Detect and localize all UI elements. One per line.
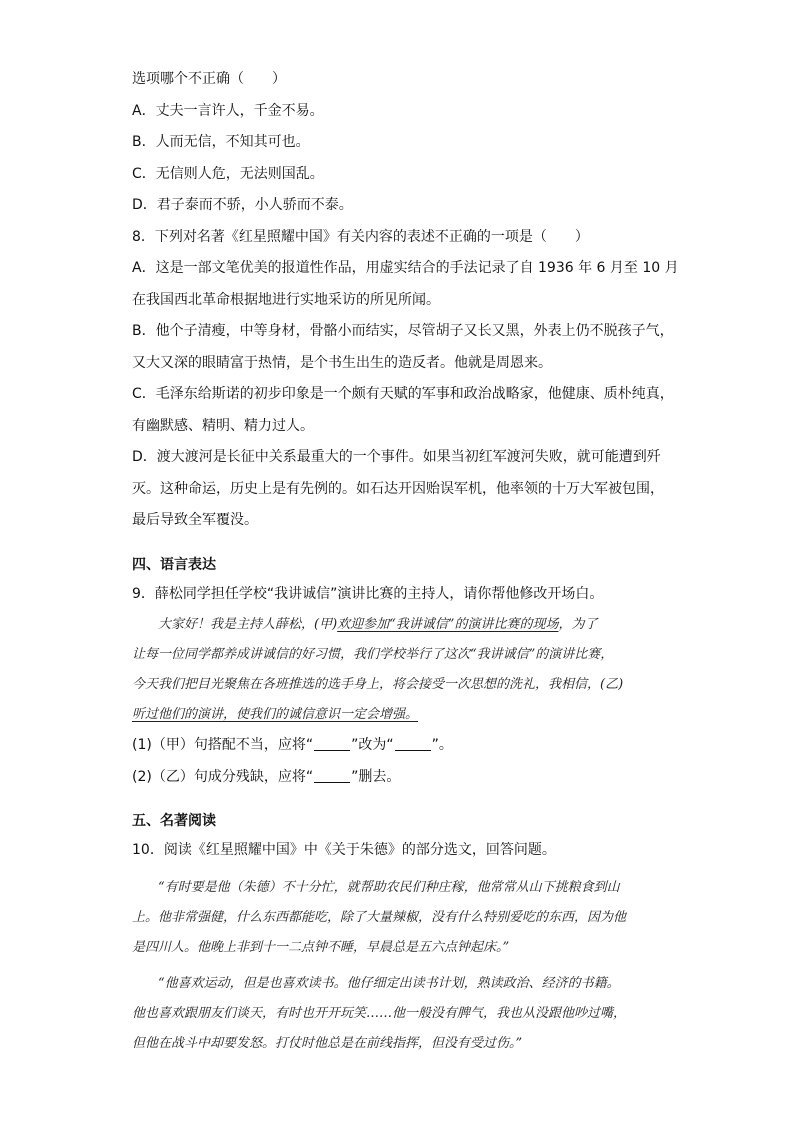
q8-option-c-line1: C．毛泽东给斯诺的初步印象是一个颇有天赋的军事和政治战略家，他健康、质朴纯真， xyxy=(132,386,674,402)
speech-line-3: 今天我们把目光聚焦在各班推选的选手身上，将会接受一次思想的洗礼，我相信，(乙) xyxy=(132,677,624,692)
excerpt-para2-line2: 他也喜欢跟朋友们谈天，有时也开开玩笑……他一般没有脾气，我也从没跟他吵过嘴， xyxy=(132,1005,627,1021)
section-4-heading: 四、语言表达 xyxy=(132,556,216,573)
excerpt-para1-line3: 是四川人。他晚上非到十一二点钟不睡，早晨总是五六点钟起床。” xyxy=(132,939,510,955)
q7-option-b: B．人而无信，不知其可也。 xyxy=(132,134,310,150)
q7-option-c: C．无信则人危，无法则国乱。 xyxy=(132,165,324,182)
q8-option-d-line3: 最后导致全军覆没。 xyxy=(132,512,258,528)
q9-subquestion-1 xyxy=(132,730,694,762)
q8-option-d-line2: 灭。这种命运，历史上是有先例的。如石达开因贻误军机，他率领的十万大军被包围， xyxy=(132,480,664,497)
answer-blank-1[interactable] xyxy=(314,736,350,751)
q9-sub2-text-b: ”删去。 xyxy=(351,768,401,785)
q8-option-c-line2: 有幽默感、精明、精力过人。 xyxy=(132,417,314,434)
q7-option-a: A．丈夫一言许人，千金不易。 xyxy=(132,102,324,119)
q8-option-a-line1: A．这是一部文笔优美的报道性作品，用虚实结合的手法记录了自 1936 年 6 月至 10 月 xyxy=(132,260,679,276)
speech-line-1 xyxy=(132,610,694,640)
excerpt-para1-line1: “有时要是他（朱德）不十分忙，就帮助农民们种庄稼，他常常从山下挑粮食到山 xyxy=(158,879,620,895)
q9-sub1-text-a: (1)（甲）句搭配不当，应将“ xyxy=(132,737,314,753)
q7-option-d: D．君子泰而不骄，小人骄而不泰。 xyxy=(132,197,353,213)
question-8-stem: 8．下列对名著《红星照耀中国》有关内容的表述不正确的一项是（ ） xyxy=(132,228,589,245)
speech-underlined-yi: 听过他们的演讲，使我们的诚信意识一定会增强。 xyxy=(132,707,419,722)
q9-sub1-text-b: ”改为“ xyxy=(351,737,394,753)
speech-line-1-start: 大家好！我是主持人薛松，(甲) xyxy=(158,617,338,632)
speech-line-4 xyxy=(132,700,694,730)
q9-sub1-text-c: ”。 xyxy=(431,737,453,753)
excerpt-para1-line2: 上。他非常强健，什么东西都能吃，除了大量辣椒，没有什么特别爱吃的东西，因为他 xyxy=(132,909,627,925)
q9-sub2-text-a: (2)（乙）句成分残缺，应将“ xyxy=(132,768,314,785)
q8-option-d-line1: D．渡大渡河是长征中关系最重大的一个事件。如果当初红军渡河失败，就可能遭到歼 xyxy=(132,449,661,465)
excerpt-para2-line1: “他喜欢运动，但是也喜欢读书。他仔细定出读书计划，熟读政治、经济的书籍。 xyxy=(158,975,620,991)
section-5-heading: 五、名著阅读 xyxy=(132,813,216,829)
q9-subquestion-2 xyxy=(132,762,694,794)
q8-option-b-line1: B．他个子清瘦，中等身材，骨骼小而结实，尽管胡子又长又黑，外表上仍不脱孩子气， xyxy=(132,323,674,339)
answer-blank-3[interactable] xyxy=(314,768,350,783)
speech-underlined-jia: 欢迎参加“我讲诚信”的演讲比赛的现场 xyxy=(337,617,559,632)
speech-line-2: 让每一位同学都养成讲诚信的好习惯，我们学校举行了这次“我讲诚信”的演讲比赛， xyxy=(132,647,614,662)
question-9-stem: 9．薛松同学担任学校“我讲诚信”演讲比赛的主持人，请你帮他修改开场白。 xyxy=(132,585,604,602)
question-10-stem: 10．阅读《红星照耀中国》中《关于朱德》的部分选文，回答问题。 xyxy=(132,842,556,858)
q8-option-a-line2: 在我国西北革命根据地进行实地采访的所见所闻。 xyxy=(132,291,440,308)
answer-blank-2[interactable] xyxy=(395,736,431,751)
speech-line-1-end: ，为了 xyxy=(558,617,598,632)
excerpt-para2-line3: 但他在战斗中却要发怒。打仗时他总是在前线指挥，但没有受过伤。” xyxy=(132,1035,523,1051)
question-7-tail: 选项哪个不正确（ ） xyxy=(132,71,286,87)
q8-option-b-line2: 又大又深的眼睛富于热情，是个书生出生的造反者。他就是周恩来。 xyxy=(132,354,552,371)
